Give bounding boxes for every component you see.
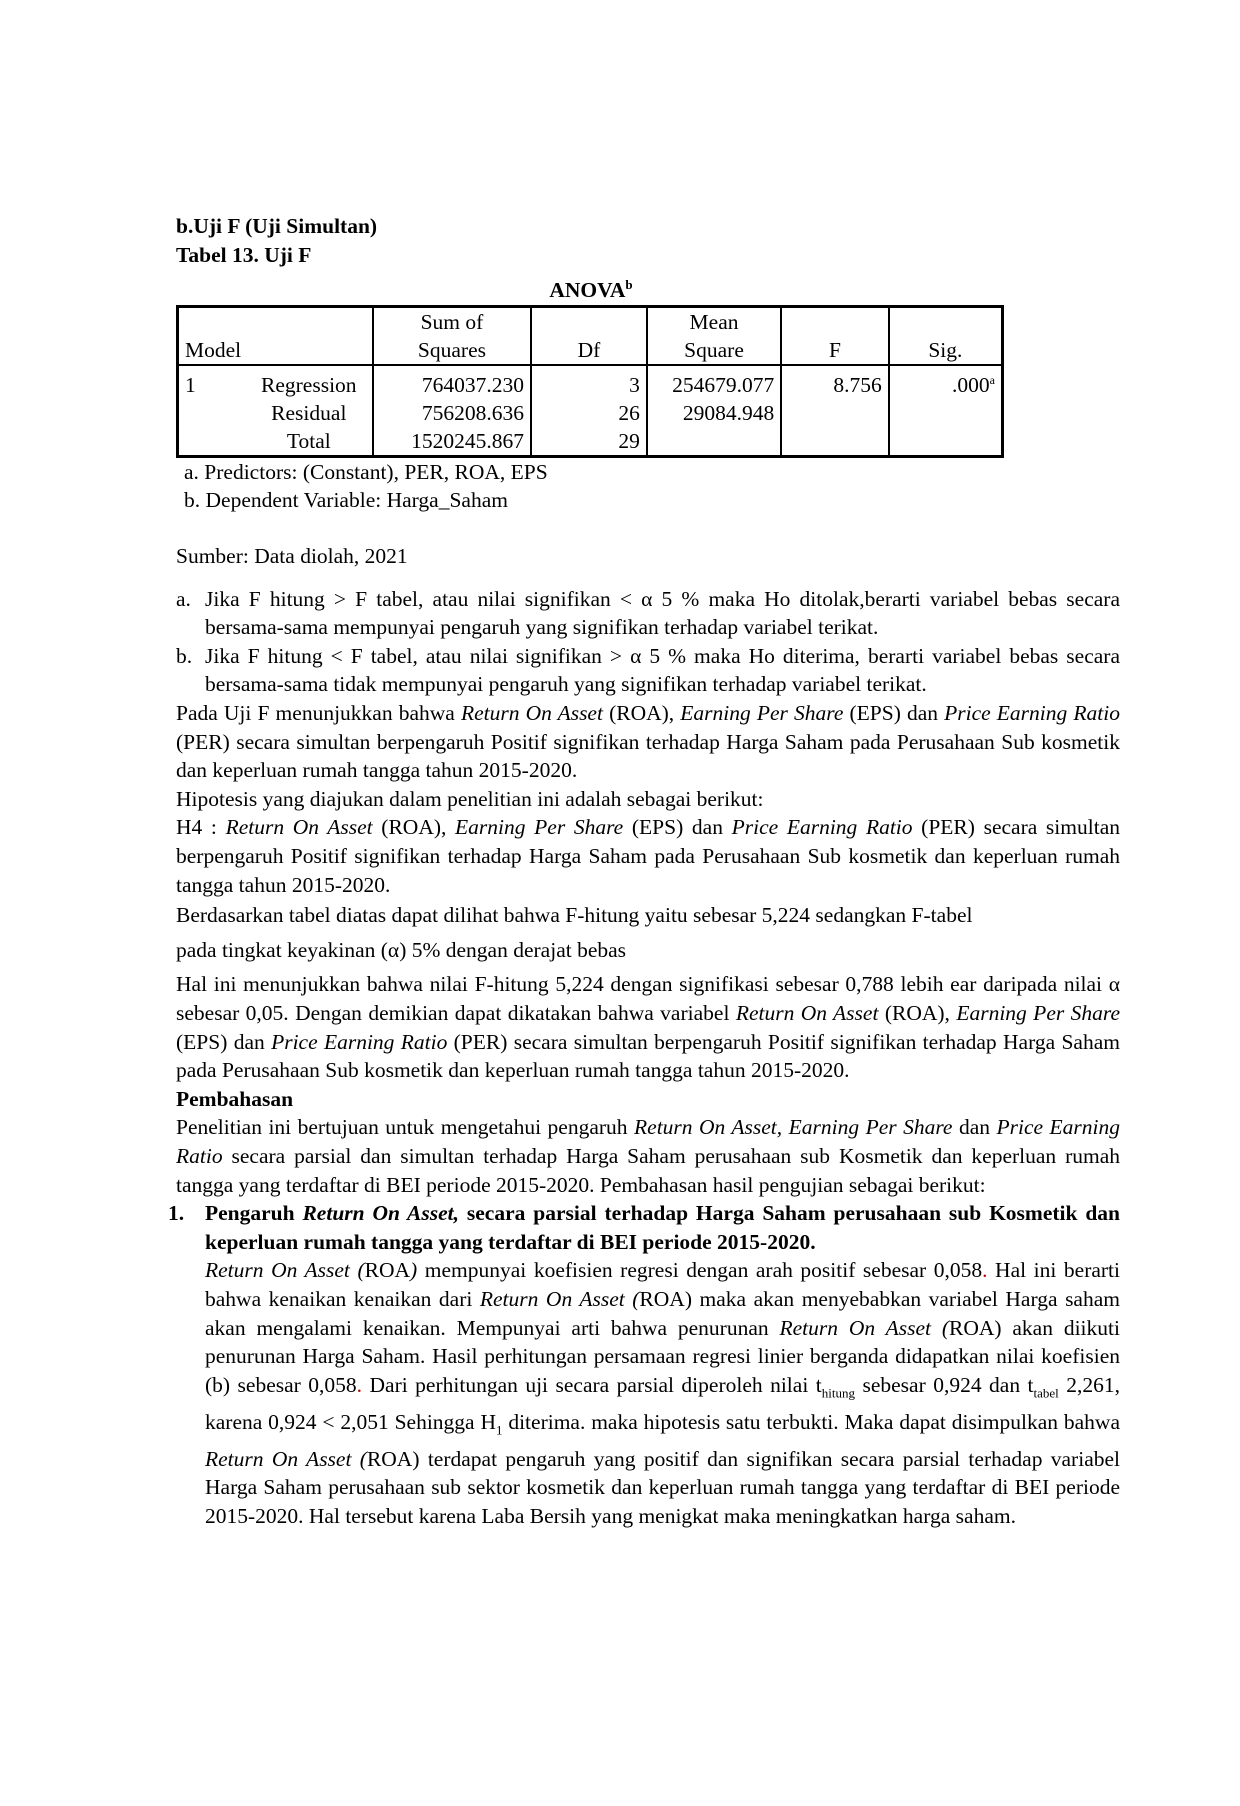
cell-f: 8.756 [781,365,889,399]
paragraph-discussion: Penelitian ini bertujuan untuk mengetahui pengaruh Return On Asset, Earning Per Share dan Price Earning Ratio secara parsial dan simultan terhadap Harga Saham perusahaan sub Kosmetik dan keperluan rumah tangga yang terdaftar di BEI periode 2015-2020. Pembahasan hasil pengujian sebagai berikut: [176,1115,1120,1197]
paragraph-f-tabel: pada tingkat keyakinan (α) 5% dengan derajat bebas [176,937,627,962]
cell-f [781,427,889,457]
paragraph-h4: H4 : Return On Asset (ROA), Earning Per Share (EPS) dan Price Earning Ratio (PER) secara simultan berpengaruh Positif signifikan terhadap Harga Saham pada Perusahaan Sub kosmetik dan keperluan rumah tangga tahun 2015-2020. [176,815,1120,897]
table-row [178,427,1003,457]
cell-f [781,399,889,427]
discussion-item-1 [168,1199,1121,1530]
header-sum-of: Sum of [373,306,531,336]
header-square: Square [647,336,781,365]
source-note: Sumber: Data diolah, 2021 [176,544,408,569]
table-note-b: b. Dependent Variable: Harga_Saham [184,488,508,513]
table-caption: Tabel 13. Uji F [176,242,312,267]
criteria-list [176,585,1120,699]
item-title: Pengaruh Return On Asset, secara parsial terhadap Harga Saham perusahaan sub Kosmetik dan keperluan rumah tangga yang terdaftar di BEI periode 2015-2020. [205,1201,1120,1254]
list-marker: 1. [168,1201,185,1226]
cell-label: Regression [261,373,357,398]
cell-sig [889,427,1003,457]
header-f: F [781,336,889,365]
table-row [178,365,1003,399]
cell-df: 29 [531,427,647,457]
cell-model [178,399,246,427]
table-header-row-2 [178,336,1003,365]
cell-label: Total [286,429,331,454]
paragraph-conclusion: Hal ini menunjukkan bahwa nilai F-hitung 5,224 dengan signifikasi sebesar 0,788 lebih ear daripada nilai α sebesar 0,05. Dengan demikian dapat dikatakan bahwa variabel Return On Asset (ROA), Earning Per Share (EPS) dan Price Earning Ratio (PER) secara simultan berpengaruh Positif signifikan terhadap Harga Saham pada Perusahaan Sub kosmetik dan keperluan rumah tangga tahun 2015-2020. [176,972,1120,1083]
cell-df: 26 [531,399,647,427]
anova-title: ANOVA$^b$ [549,277,633,303]
cell-sig [889,399,1003,427]
header-sig: Sig. [889,336,1003,365]
section-title: b.Uji F (Uji Simultan) [176,214,378,238]
paragraph-hipotesis-intro: Hipotesis yang diajukan dalam penelitian ini adalah sebagai berikut: [176,786,764,811]
cell-model [178,427,246,457]
cell-ss: 756208.636 [373,399,531,427]
cell-ss: 1520245.867 [373,427,531,457]
anova-table [176,305,1004,458]
header-squares: Squares [373,336,531,365]
table-header-row-1 [178,306,1003,336]
header-df: Df [531,336,647,365]
list-item: a. Jika F hitung > F tabel, atau nilai signifikan < α 5 % maka Ho ditolak,berarti variabel bebas secara bersama-sama mempunyai pengaruh yang signifikan terhadap variabel terikat. [176,586,1120,640]
cell-df: 3 [531,365,647,399]
header-mean: Mean [647,306,781,336]
header-model: Model [178,336,373,365]
paragraph-f-hitung: Berdasarkan tabel diatas dapat dilihat bahwa F-hitung yaitu sebesar 5,224 sedangkan F-tabel [176,903,973,928]
document-page [168,212,1121,1530]
item-body: Return On Asset (ROA) mempunyai koefisien regresi dengan arah positif sebesar 0,058. Hal ini berarti bahwa kenaikan kenaikan dari Return On Asset (ROA) maka akan menyebabkan variabel Harga saham akan mengalami kenaikan. Mempunyai arti bahwa penurunan Return On Asset (ROA) akan diikuti penurunan Harga Saham. Hasil perhitungan persamaan regresi linier berganda didapatkan nilai koefisien (b) sebesar 0,058. Dari perhitungan uji secara parsial diperoleh nilai $t_{hitung}$ sebesar 0,924 dan $t_{tabel}$ 2,261, karena 0,924 < 2,051 Sehingga $H_1$ diterima. maka hipotesis satu terbukti. Maka dapat disimpulkan bahwa Return On Asset (ROA) terdapat pengaruh yang positif dan signifikan secara parsial terhadap variabel Harga Saham perusahaan sub sektor kosmetik dan keperluan rumah tangga yang terdaftar di BEI periode 2015-2020. Hal tersebut karena Laba Bersih yang menigkat maka meningkatkan harga saham. [205,1258,1121,1528]
cell-sig: .000$^a$ [889,365,1003,399]
cell-ss: 764037.230 [373,365,531,399]
cell-ms: 254679.077 [647,365,781,399]
list-item: b. Jika F hitung < F tabel, atau nilai signifikan > α 5 % maka Ho diterima, berarti variabel bebas secara bersama-sama tidak mempunyai pengaruh yang signifikan terhadap variabel terikat. [176,643,1120,697]
cell-ms [647,427,781,457]
paragraph-uji-f: Pada Uji F menunjukkan bahwa Return On Asset (ROA), Earning Per Share (EPS) dan Price Earning Ratio (PER) secara simultan berpengaruh Positif signifikan terhadap Harga Saham pada Perusahaan Sub kosmetik dan keperluan rumah tangga tahun 2015-2020. [176,701,1120,783]
cell-model: 1 [185,373,196,398]
discussion-heading: Pembahasan [176,1086,294,1111]
cell-ms: 29084.948 [647,399,781,427]
table-row [178,399,1003,427]
cell-label: Residual [271,401,347,426]
table-note-a: a. Predictors: (Constant), PER, ROA, EPS [184,460,548,485]
